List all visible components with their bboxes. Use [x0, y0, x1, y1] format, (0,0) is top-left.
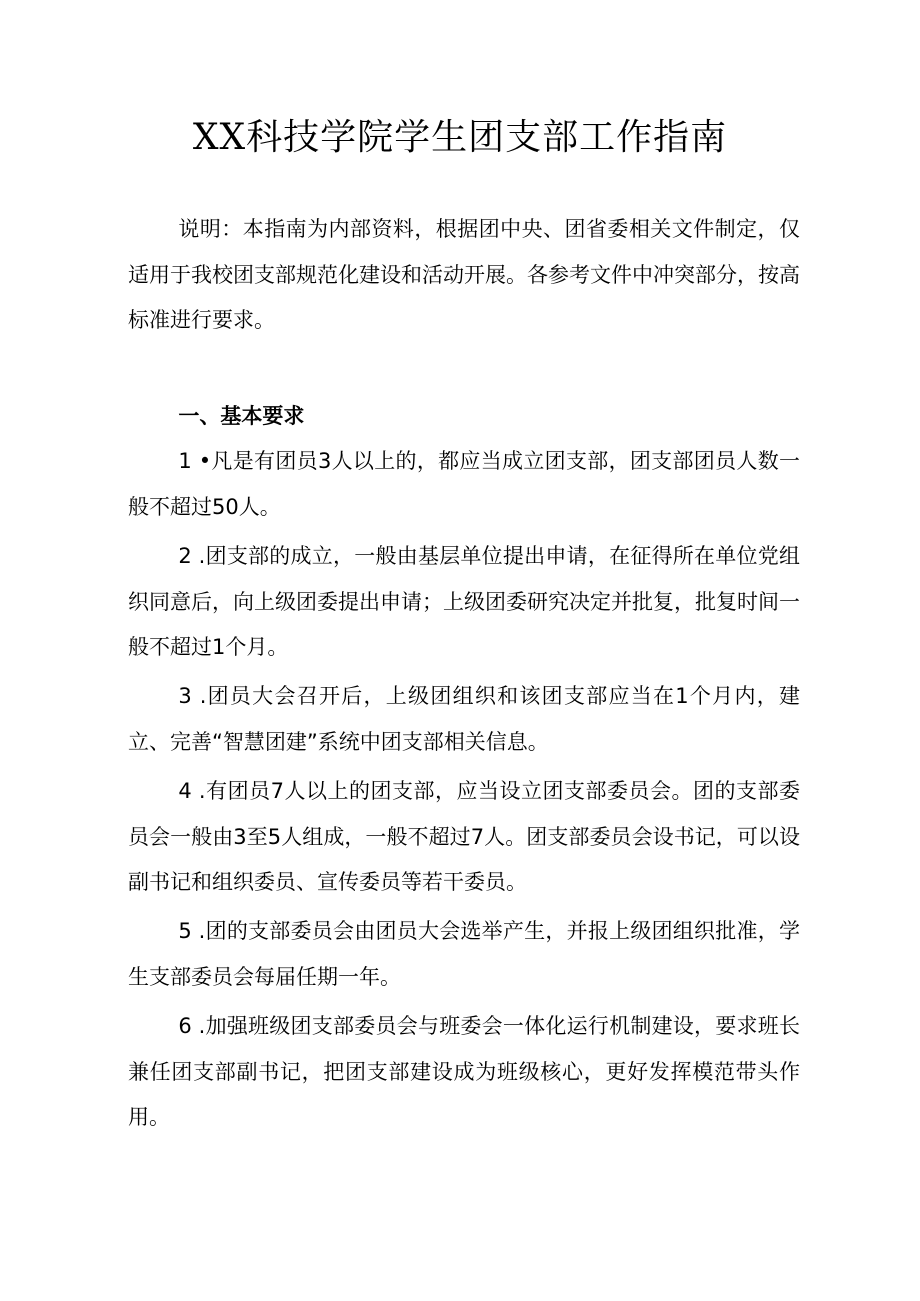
requirement-item-4: 4 .有团员7人以上的团支部，应当设立团支部委员会。团的支部委员会一般由3至5人组成，一般不超过7人。团支部委员会设书记，可以设副书记和组织委员、宣传委员等若干委员。: [128, 779, 800, 894]
requirement-item-6: 6 .加强班级团支部委员会与班委会一体化运行机制建设，要求班长兼任团支部副书记，把团支部建设成为班级核心，更好发挥模范带头作用。: [128, 1014, 800, 1129]
requirement-item-1: 1 •凡是有团员3人以上的，都应当成立团支部，团支部团员人数一般不超过50人。: [128, 449, 800, 519]
requirement-item-3: 3 .团员大会召开后，上级团组织和该团支部应当在1个月内，建立、完善“智慧团建”系统中团支部相关信息。: [128, 684, 800, 754]
section-heading: 一、基本要求: [178, 404, 305, 428]
intro-paragraph: 说明：本指南为内部资料，根据团中央、团省委相关文件制定，仅适用于我校团支部规范化建设和活动开展。各参考文件中冲突部分，按高标准进行要求。: [128, 217, 800, 332]
document-title: XX科技学院学生团支部工作指南: [192, 117, 728, 158]
requirement-item-2: 2 .团支部的成立，一般由基层单位提出申请，在征得所在单位党组织同意后，向上级团委提出申请；上级团委研究决定并批复，批复时间一般不超过1个月。: [128, 544, 800, 659]
requirement-item-5: 5 .团的支部委员会由团员大会选举产生，并报上级团组织批准，学生支部委员会每届任期一年。: [128, 919, 800, 989]
